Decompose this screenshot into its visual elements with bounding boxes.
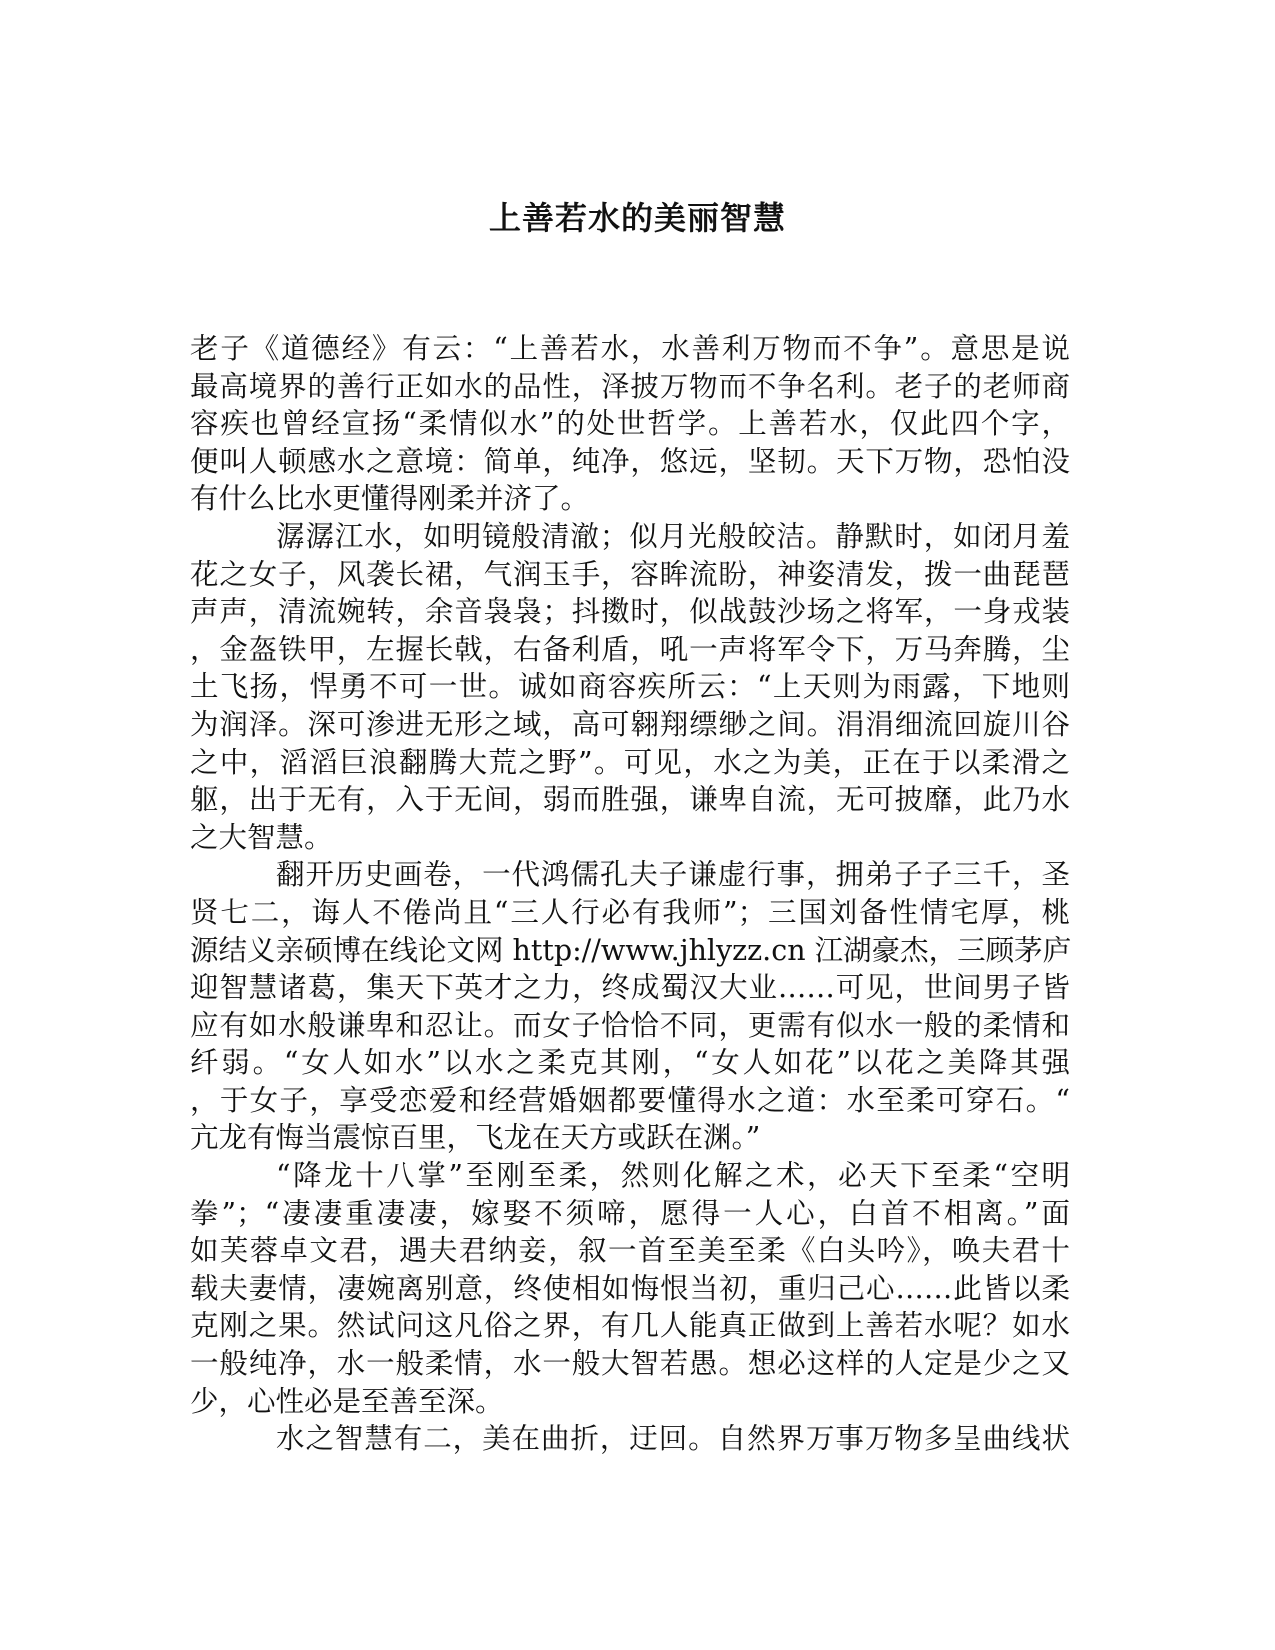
text-line: 纤弱。“女人如水”以水之柔克其刚，“女人如花”以花之美降其强 — [190, 1046, 1070, 1080]
text-line: 之大智慧。 — [190, 820, 333, 854]
text-line: 一般纯净，水一般柔情，水一般大智若愚。想必这样的人定是少之又 — [190, 1347, 1070, 1381]
text-line: 载夫妻情，凄婉离别意，终使相如悔恨当初，重归己心……此皆以柔 — [190, 1271, 1070, 1305]
text-line: 水之智慧有二，美在曲折，迂回。自然界万事万物多呈曲线状 — [276, 1422, 1070, 1456]
text-line: 老子《道德经》有云：“上善若水，水善利万物而不争”。意思是说 — [190, 332, 1070, 365]
text-line: 之中，滔滔巨浪翻腾大荒之野”。可见，水之为美，正在于以柔滑之 — [190, 745, 1070, 779]
text-line: 迎智慧诸葛，集天下英才之力，终成蜀汉大业……可见，世间男子皆 — [190, 971, 1070, 1005]
text-line: ，金盔铁甲，左握长戟，右备利盾，吼一声将军令下，万马奔腾，尘 — [190, 632, 1070, 666]
text-line: 最高境界的善行正如水的品性，泽披万物而不争名利。老子的老师商 — [190, 369, 1070, 403]
text-line: 贤七二，诲人不倦尚且“三人行必有我师”；三国刘备性情宅厚，桃 — [190, 895, 1070, 929]
text-line: “降龙十八掌”至刚至柔，然则化解之术，必天下至柔“空明 — [276, 1159, 1070, 1193]
text-line: 土飞扬，悍勇不可一世。诚如商容疾所云：“上天则为雨露，下地则 — [190, 670, 1070, 704]
text-line: 花之女子，风袭长裙，气润玉手，容眸流盼，神姿清发，拨一曲琵琶 — [190, 557, 1070, 591]
text-line: 少，心性必是至善至深。 — [190, 1384, 504, 1418]
text-line: 躯，出于无有，入于无间，弱而胜强，谦卑自流，无可披靡，此乃水 — [190, 783, 1070, 817]
text-line: 潺潺江水，如明镜般清澈；似月光般皎洁。静默时，如闭月羞 — [276, 519, 1070, 553]
text-line: 为润泽。深可渗进无形之域，高可翱翔缥缈之间。涓涓细流回旋川谷 — [190, 707, 1070, 741]
text-line: 翻开历史画卷，一代鸿儒孔夫子谦虚行事，拥弟子子三千，圣 — [276, 858, 1070, 892]
text-line: 有什么比水更懂得刚柔并济了。 — [190, 482, 590, 516]
text-line: 便叫人顿感水之意境：简单，纯净，悠远，坚韧。天下万物，恐怕没 — [190, 444, 1070, 478]
text-line: 容疾也曾经宣扬“柔情似水”的处世哲学。上善若水，仅此四个字， — [190, 407, 1070, 441]
text-line: 拳”；“凄凄重凄凄，嫁娶不须啼，愿得一人心，白首不相离。”面 — [190, 1196, 1070, 1230]
document-title: 上善若水的美丽智慧 — [488, 199, 786, 237]
text-line: 如芙蓉卓文君，遇夫君纳妾，叙一首至美至柔《白头吟》，唤夫君十 — [190, 1234, 1070, 1268]
text-line: 声声，清流婉转，余音袅袅；抖擞时，似战鼓沙场之将军，一身戎装 — [190, 595, 1070, 629]
text-line: 克刚之果。然试问这凡俗之界，有几人能真正做到上善若水呢？如水 — [190, 1309, 1070, 1343]
text-line: 源结义亲硕博在线论文网 http://www.jhlyzz.cn 江湖豪杰，三顾茅庐 — [190, 933, 1072, 967]
document-body — [190, 330, 1070, 1458]
text-line: ，于女子，享受恋爱和经营婚姻都要懂得水之道：水至柔可穿石。“ — [190, 1083, 1070, 1117]
text-line: 亢龙有悔当震惊百里，飞龙在天方或跃在渊。” — [190, 1121, 761, 1155]
text-line: 应有如水般谦卑和忍让。而女子恰恰不同，更需有似水一般的柔情和 — [190, 1008, 1070, 1042]
